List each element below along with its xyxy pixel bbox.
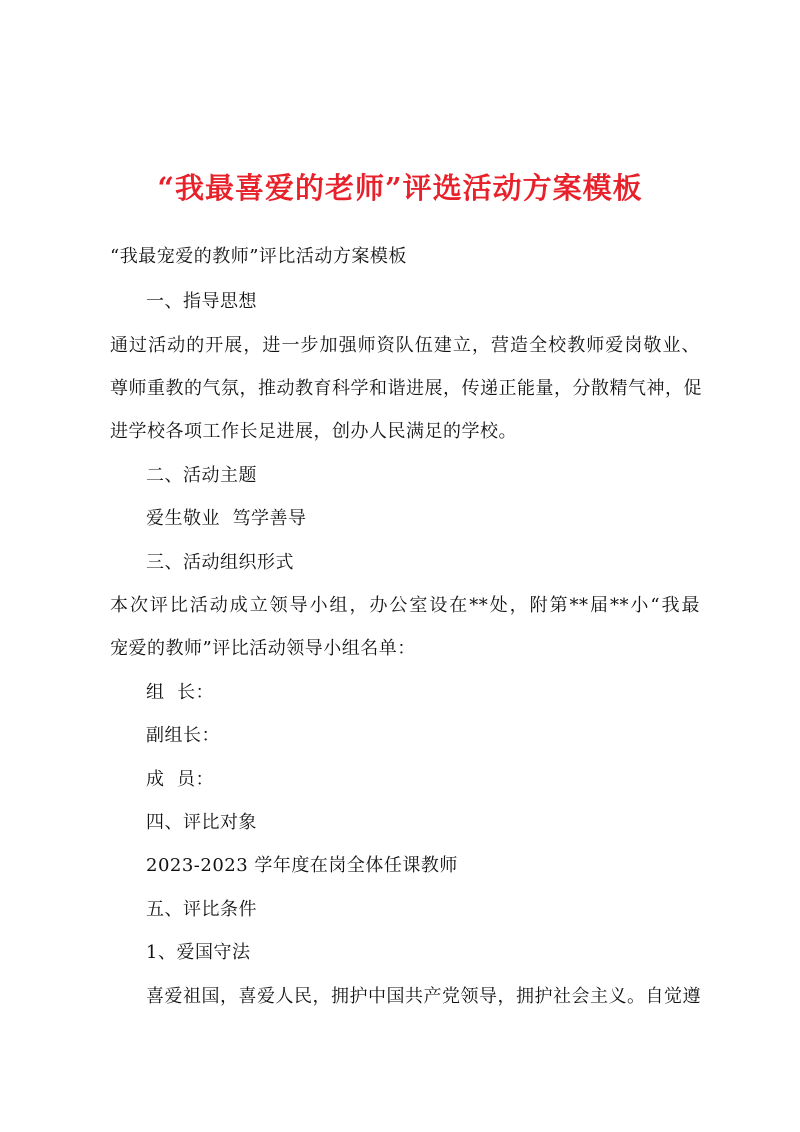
paragraph-line: 通过活动的开展，进一步加强师资队伍建立，营造全校教师爱岗敬业、 <box>110 335 700 356</box>
section-heading-activity-theme: 二、活动主题 <box>146 465 257 486</box>
document-title: “我最喜爱的老师”评选活动方案模板 <box>157 171 643 205</box>
deputy-leader-line: 副组长： <box>146 725 220 746</box>
paragraph-line: 本次评比活动成立领导小组，办公室设在**处，附第**届**小“我最 <box>110 595 700 616</box>
section-heading-evaluation-criteria: 五、评比条件 <box>146 899 257 920</box>
paragraph-line: 尊师重教的气氛，推动教育科学和谐进展，传递正能量，分散精气神，促 <box>110 378 702 399</box>
evaluation-target-text: 2023-2023 学年度在岗全体任课教师 <box>146 855 458 876</box>
group-leader-line: 组 长： <box>146 682 214 703</box>
section-heading-guiding-thought: 一、指导思想 <box>146 291 257 312</box>
section-heading-organization: 三、活动组织形式 <box>146 552 294 573</box>
paragraph-line: 喜爱祖国，喜爱人民，拥护中国共产党领导，拥护社会主义。自觉遵 <box>146 986 701 1007</box>
paragraph-line: 宠爱的教师”评比活动领导小组名单： <box>110 638 416 659</box>
theme-text: 爱生敬业 笃学善导 <box>146 508 307 529</box>
subtitle-line: “我最宠爱的教师”评比活动方案模板 <box>110 246 407 267</box>
paragraph-line: 进学校各项工作长足进展，创办人民满足的学校。 <box>110 421 517 442</box>
criteria-item-heading: 1、爱国守法 <box>146 942 251 963</box>
section-heading-evaluation-target: 四、评比对象 <box>146 812 257 833</box>
members-line: 成 员： <box>146 769 214 790</box>
